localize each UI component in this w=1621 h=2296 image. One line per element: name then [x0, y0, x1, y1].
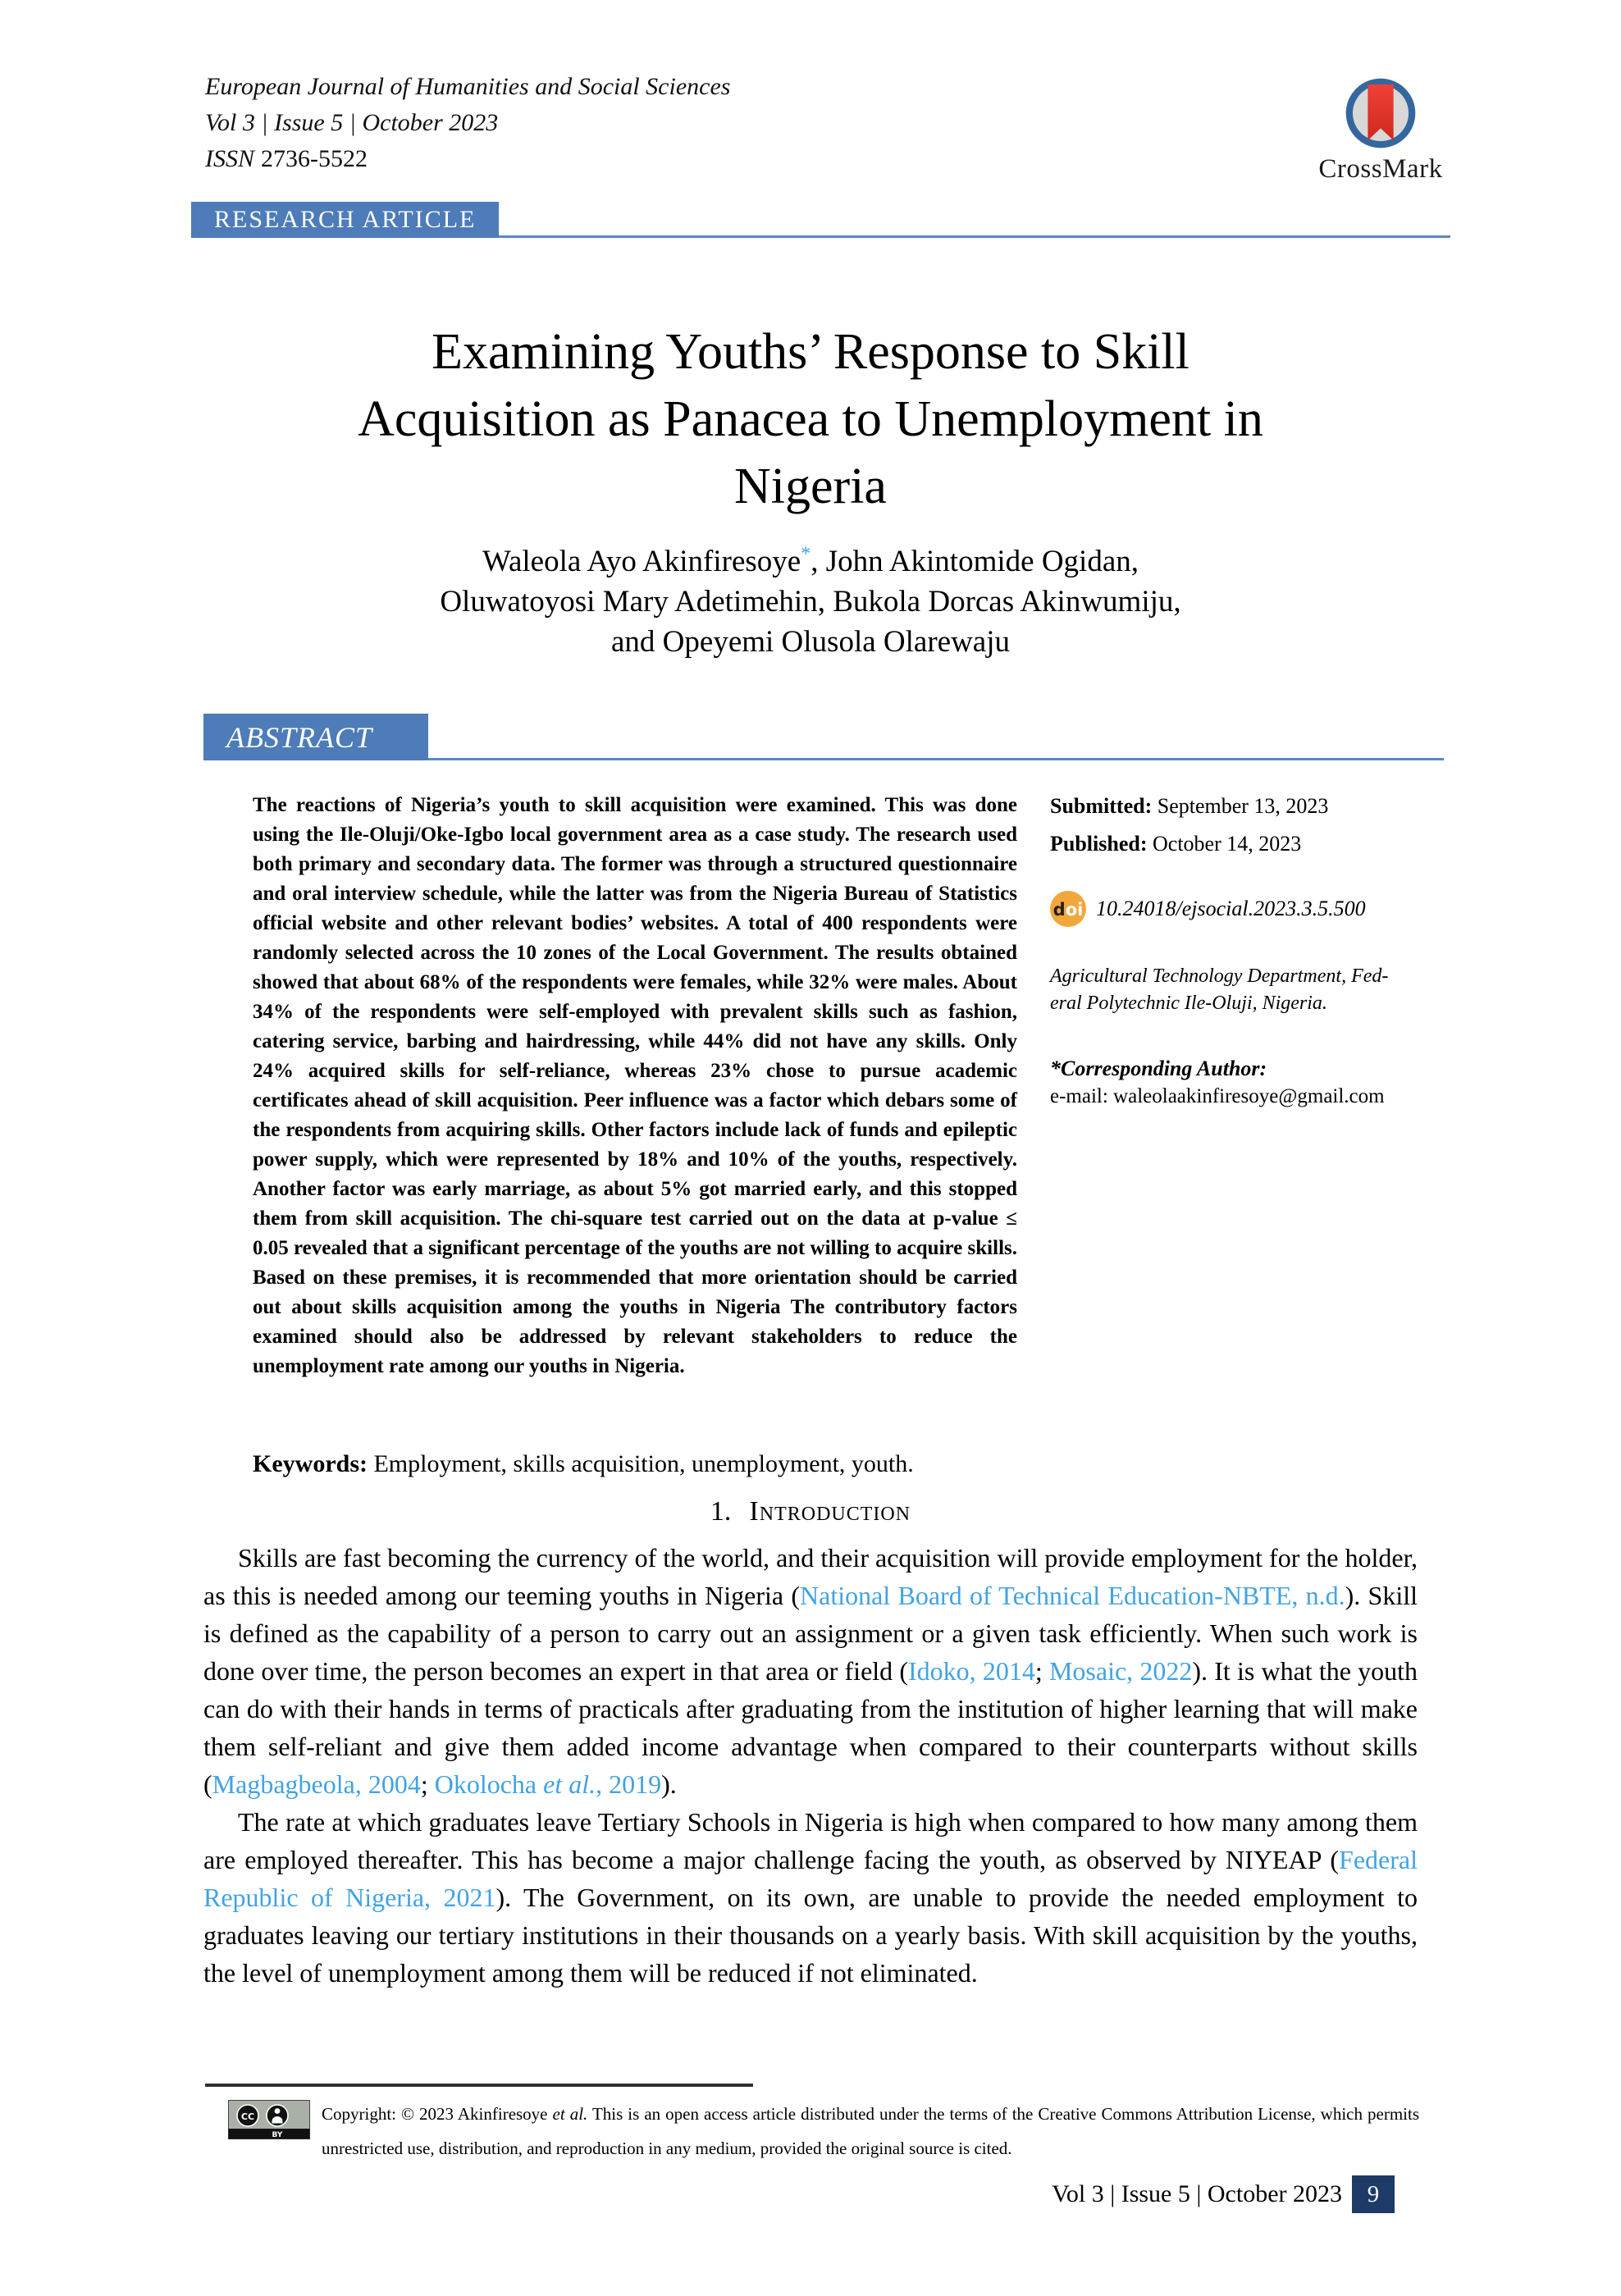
citation-link[interactable]: Mosaic, 2022	[1048, 1656, 1193, 1686]
footer-issue-line	[1052, 2175, 1395, 2213]
copyright-text: Copyright: © 2023 Akinfiresoye	[322, 2104, 553, 2124]
corresponding-author-label: *Corresponding Author:	[1050, 1057, 1267, 1080]
published-label: Published:	[1050, 832, 1148, 856]
published-row	[1050, 830, 1436, 858]
body-text: ;	[1034, 1656, 1049, 1686]
section-heading-introduction	[203, 1496, 1418, 1527]
abstract-text: The reactions of Nigeria’s youth to skill acquisition were examined. This was done using the Ile-Oluji/Oke-Igbo local government area as a case study. The research used both primary and secondary data. The former was through a structured questionnaire and oral interview schedule, while the latter was from the Nigeria Bureau of Statistics official website and other relevant bodies’ websites. A total of 400 respondents were randomly selected across the 10 zones of the Local Government. The results obtained showed that about 68% of the respondents were females, while 32% were males. About 34% of the respondents were self-employed with prevalent skills such as fashion, catering service, barbing and hairdressing, while 44% did not have any skills. Only 24% acquired skills for self-reliance, whereas 23% chose to pursue academic certificates ahead of skill acquisition. Peer influence was a factor which debars some of the respondents from acquiring skills. Other factors include lack of funds and epileptic power supply, which were represented by 18% and 10% of the youths, respectively. Another factor was early marriage, as about 5% got married early, and this stopped them from skill acquisition. The chi-square test carried out on the data at p-value ≤ 0.05 revealed that a significant percentage of the youths are not willing to acquire skills. Based on these premises, it is recommended that more orientation should be carried out about skills acquisition among the youths in Nigeria The contributory factors examined should also be addressed by relevant stakeholders to reduce the unemployment rate among our youths in Nigeria.	[253, 794, 1017, 1377]
cc-by-icon	[228, 2100, 310, 2139]
doi-row	[1050, 891, 1436, 927]
journal-name: European Journal of Humanities and Social Sciences	[205, 73, 731, 100]
author-line: and Opeyemi Olusola Olarewaju	[611, 625, 1010, 659]
citation-link[interactable]: Magbagbeola, 2004	[212, 1769, 421, 1799]
intro-paragraph	[203, 1803, 1418, 1992]
abstract-heading: ABSTRACT	[203, 714, 428, 760]
keywords-line	[253, 1450, 914, 1478]
citation-link[interactable]: National Board of Technical Education-NBTE, n.d.	[800, 1581, 1345, 1610]
intro-paragraph	[203, 1539, 1418, 1803]
body-text: ).	[661, 1769, 677, 1799]
article-title	[203, 318, 1418, 520]
title-line: Examining Youths’ Response to Skill	[432, 324, 1189, 380]
citation-link-etal[interactable]: et al.	[543, 1769, 596, 1799]
page-number-badge: 9	[1352, 2175, 1395, 2213]
body-text: The rate at which graduates leave Tertiary Schools in Nigeria is high when compared to how many among them are employed thereafter. This has become a major challenge facing the youth, as observed by NIYEAP (	[203, 1807, 1418, 1874]
body-text: ;	[420, 1769, 435, 1799]
author-line	[203, 541, 1418, 582]
article-metadata-sidebar	[1050, 792, 1436, 1111]
citation-link[interactable]: , 2019	[596, 1769, 662, 1799]
issn-value: 2736-5522	[261, 145, 368, 172]
body-text: ). The Government, on its own, are unable to provide the needed employment to graduates leaving our tertiary institutions in their thousands on a yearly basis. With skill acquisition by the youths, the level of unemployment among them will be reduced if not eliminated.	[203, 1883, 1418, 1988]
corresponding-author-email[interactable]: e-mail: waleolaakinfiresoye@gmail.com	[1050, 1085, 1385, 1107]
svg-text:CC: CC	[240, 2111, 255, 2122]
section-title: Introduction	[749, 1496, 911, 1527]
copyright-note	[228, 2097, 1419, 2166]
published-date: October 14, 2023	[1153, 832, 1302, 856]
journal-vol-issue: Vol 3 | Issue 5 | October 2023	[205, 109, 499, 136]
journal-header	[205, 69, 730, 177]
citation-link[interactable]: Idoko, 2014	[908, 1656, 1035, 1686]
title-line: Acquisition as Panacea to Unemployment in	[358, 391, 1263, 447]
author-name: Waleola Ayo Akinfiresoye	[482, 545, 801, 578]
svg-text:BY: BY	[272, 2131, 283, 2139]
body-text: Skills are fast becoming the currency of the world, and their acquisition will provide employment for the holder, as this is needed among our teeming youths in Nigeria (	[203, 1543, 1418, 1610]
author-line-rest: , John Akintomide Ogidan,	[810, 545, 1139, 578]
section-number: 1.	[710, 1496, 732, 1527]
crossmark-label: CrossMark	[1318, 154, 1443, 184]
citation-link[interactable]: Okolocha	[434, 1769, 544, 1799]
author-list	[203, 541, 1418, 662]
issn-label: ISSN	[205, 145, 254, 172]
crossmark-logo[interactable]	[1311, 75, 1450, 185]
copyright-etal: et al.	[552, 2104, 588, 2124]
svg-text:doi: doi	[1053, 900, 1084, 920]
doi-value[interactable]: 10.24018/ejsocial.2023.3.5.500	[1096, 897, 1366, 920]
author-line: Oluwatoyosi Mary Adetimehin, Bukola Dorcas Akinwumiju,	[440, 585, 1181, 619]
corresponding-author-asterisk: *	[801, 543, 811, 565]
affiliation-line: Agricultural Technology Department, Fed-	[1050, 965, 1389, 987]
title-line: Nigeria	[734, 459, 887, 514]
affiliation-line: eral Polytechnic Ile-Oluji, Nigeria.	[1050, 993, 1327, 1014]
journal-issn	[205, 141, 730, 177]
submitted-date: September 13, 2023	[1157, 794, 1329, 818]
keywords-label: Keywords:	[253, 1450, 368, 1477]
keywords-text: Employment, skills acquisition, unemployment, youth.	[373, 1450, 914, 1477]
submitted-row	[1050, 792, 1436, 820]
footer-volume-text: Vol 3 | Issue 5 | October 2023	[1052, 2180, 1342, 2207]
article-type-badge: RESEARCH ARTICLE	[191, 202, 499, 238]
crossmark-icon	[1343, 75, 1418, 151]
body-text: ). It is what the youth can do with their hands in terms of practicals after graduating from the institution of higher learning that will make them self-reliant and give them added income advantage when compared to their counterparts without skills (	[203, 1656, 1418, 1799]
submitted-label: Submitted:	[1050, 794, 1153, 818]
doi-icon	[1050, 891, 1086, 927]
author-affiliation	[1050, 963, 1436, 1017]
copyright-text: This is an open access article distributed under the terms of the Creative Commons Attribution License, which permits unrestricted use, distribution, and reproduction in any medium, provided the original source is cited.	[322, 2104, 1419, 2158]
body-text: ). Skill is defined as the capability of a person to carry out an assignment or a given task efficiently. When such work is done over time, the person becomes an expert in that area or field (	[203, 1581, 1418, 1686]
introduction-text	[203, 1539, 1418, 1992]
citation-link[interactable]: Federal Republic of Nigeria, 2021	[203, 1845, 1418, 1912]
footnote-rule	[205, 2084, 753, 2087]
